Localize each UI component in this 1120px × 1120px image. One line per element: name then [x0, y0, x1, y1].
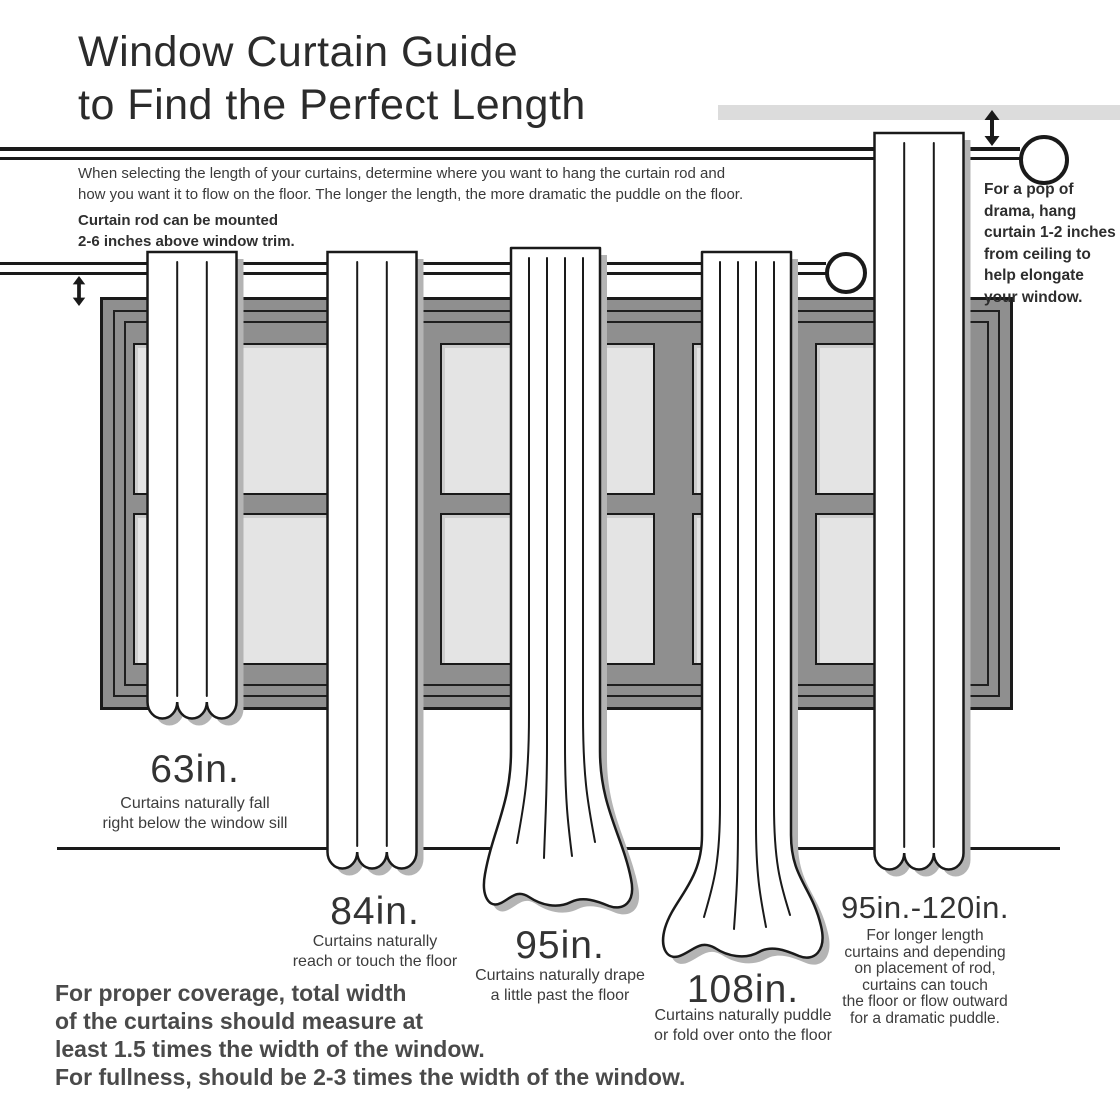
caption-line: or fold over onto the floor [654, 1026, 832, 1044]
upper-curtain-rod-lower-line [0, 157, 1020, 160]
caption-line: curtains and depending [844, 943, 1006, 961]
ceiling-note-line: curtain 1-2 inches [984, 224, 1116, 241]
ceiling-note-line: from ceiling to [984, 245, 1091, 263]
ceiling-spacing-arrow-icon [981, 110, 1003, 146]
upper-curtain-rod [0, 147, 1020, 151]
ceiling-note-line: help elongate [984, 267, 1084, 284]
curtain-63in [146, 250, 246, 732]
caption-line: for a dramatic puddle. [850, 1009, 1000, 1027]
coverage-line: For fullness, should be 2-3 times the width of the window. [55, 1064, 686, 1090]
label-95-120in: 95in.-120in. [840, 890, 1009, 925]
rod-note-line-1: Curtain rod can be mounted [78, 212, 279, 229]
label-63in: 63in. [150, 748, 240, 791]
title-line-2: to Find the Perfect Length [78, 81, 586, 129]
label-95in: 95in. [515, 924, 605, 967]
caption-line: Curtains naturally drape [475, 967, 645, 984]
curtain-84in [326, 250, 426, 882]
coverage-line: For proper coverage, total width [55, 980, 407, 1006]
curtain-95in [478, 246, 650, 936]
intro-line-1: When selecting the length of your curtains, determine where you want to hang the curtain rod and [78, 165, 726, 182]
caption-line: right below the window sill [102, 814, 288, 832]
title-line-1: Window Curtain Guide [78, 28, 519, 76]
ceiling-note-line: drama, hang [984, 202, 1077, 220]
caption-95-120in [820, 928, 1030, 1027]
caption-line: reach or touch the floor [292, 952, 458, 970]
caption-line: on placement of rod, [854, 960, 996, 977]
caption-line: a little past the floor [490, 986, 630, 1004]
ceiling-note-line: your window. [984, 288, 1083, 306]
label-84in: 84in. [330, 890, 420, 933]
ceiling-bar [718, 105, 1120, 120]
coverage-note [55, 979, 685, 1091]
caption-line: Curtains naturally [312, 933, 438, 950]
caption-line: curtains can touch [862, 976, 988, 994]
label-108in: 108in. [686, 968, 800, 1011]
caption-84in [272, 932, 478, 971]
coverage-line: of the curtains should measure at [55, 1008, 424, 1034]
coverage-line: least 1.5 times the width of the window. [55, 1036, 485, 1062]
ceiling-note-line: For a pop of [984, 181, 1074, 198]
caption-line: For longer length [866, 927, 984, 944]
curtain-95-120in [873, 131, 975, 893]
caption-line: Curtains naturally puddle [654, 1007, 832, 1024]
page-title [78, 26, 586, 132]
trim-spacing-arrow-icon [68, 276, 90, 306]
rod-note-line-2: 2-6 inches above window trim. [78, 233, 295, 250]
upper-rod-finial-icon [1019, 135, 1069, 185]
caption-line: the floor or flow outward [842, 993, 1008, 1010]
ceiling-drama-note [984, 179, 1116, 308]
caption-line: Curtains naturally fall [120, 795, 270, 812]
intro-line-2: how you want it to flow on the floor. The longer the length, the more dramatic the puddle on the floor. [78, 186, 744, 203]
curtain-108in [655, 250, 840, 975]
rod-mounting-note [78, 210, 295, 252]
intro-paragraph [78, 163, 743, 205]
caption-63in [90, 794, 300, 833]
